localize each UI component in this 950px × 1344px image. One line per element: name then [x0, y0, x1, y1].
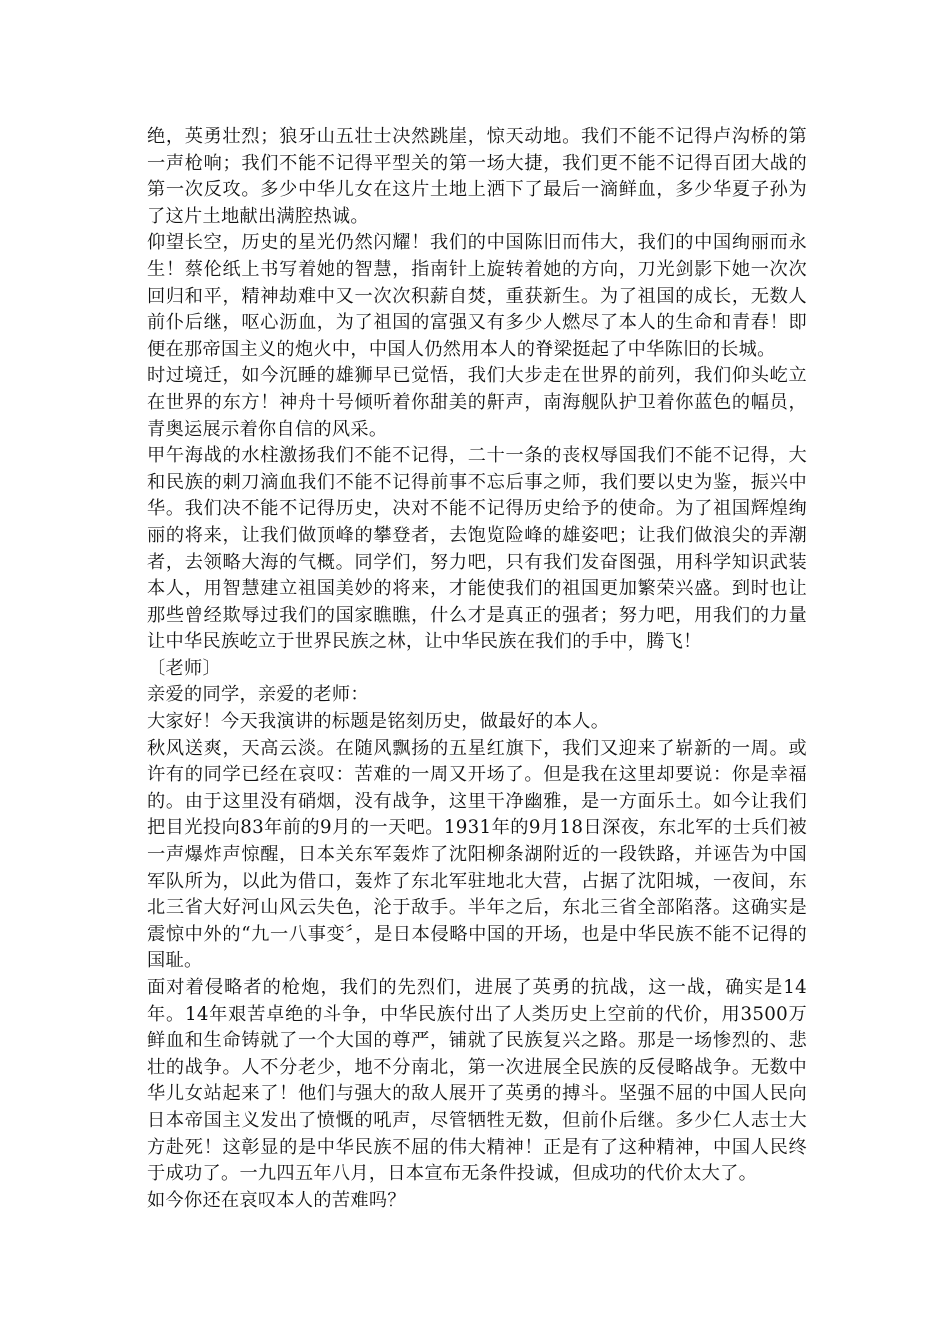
paragraph-1: 绝，英勇壮烈；狼牙山五壮士决然跳崖，惊天动地。我们不能不记得卢沟桥的第一声枪响；我们不能不记得平型关的第一场大捷，我们更不能不记得百团大战的第一次反攻。多少中华儿女在这片土地上洒下了最后一滴鲜血，多少华夏子孙为了这片土地献出满腔热诚。 [147, 126, 807, 227]
paragraph-8: 秋风送爽，天高云淡。在随风飘扬的五星红旗下，我们又迎来了崭新的一周。或许有的同学已经在哀叹：苦难的一周又开场了。但是我在这里却要说：你是幸福的。由于这里没有硝烟，没有战争，这里干净幽雅，是一方面乐土。如今让我们把目光投向83年前的9月的一天吧。1931年的9月18日深夜，东北军的士兵们被一声爆炸声惊醒，日本关东军轰炸了沈阳柳条湖附近的一段铁路，并诬告为中国军队所为，以此为借口，轰炸了东北军驻地北大营，占据了沈阳城，一夜间，东北三省大好河山风云失色，沦于敌手。半年之后，东北三省全部陷落。这确实是震惊中外的“九一八事变〞，是日本侵略中国的开场，也是中华民族不能不记得的国耻。 [147, 737, 807, 972]
paragraph-9: 面对着侵略者的枪炮，我们的先烈们，进展了英勇的抗战，这一战，确实是14年。14年艰苦卓绝的斗争，中华民族付出了人类历史上空前的代价，用3500万鲜血和生命铸就了一个大国的尊严，铺就了民族复兴之路。那是一场惨烈的、悲壮的战争。人不分老少，地不分南北，第一次进展全民族的反侵略战争。无数中华儿女站起来了！他们与强大的敌人展开了英勇的搏斗。坚强不屈的中国人民向日本帝国主义发出了愤慨的吼声，尽管牺牲无数，但前仆后继。多少仁人志士大方赴死！这彰显的是中华民族不屈的伟大精神！正是有了这种精神，中国人民终于成功了。一九四五年八月，日本宣布无条件投诚，但成功的代价太大了。 [147, 977, 807, 1185]
section-label-teacher: 〔老师〕 [147, 657, 221, 679]
speech-title-line: 大家好！今天我演讲的标题是铭刻历史，做最好的本人。 [147, 711, 610, 733]
greeting: 亲爱的同学，亲爱的老师： [147, 684, 369, 706]
paragraph-10: 如今你还在哀叹本人的苦难吗？ [147, 1189, 406, 1211]
paragraph-4: 甲午海战的水柱激扬我们不能不记得，二十一条的丧权辱国我们不能不记得，大和民族的刺刀滴血我们不能不记得前事不忘后事之师，我们要以史为鉴，振兴中华。我们决不能不记得历史，决对不能不记得历史给予的使命。为了祖国辉煌绚丽的将来，让我们做顶峰的攀登者，去饱览险峰的雄姿吧；让我们做浪尖的弄潮者，去领略大海的气概。同学们，努力吧，只有我们发奋图强，用科学知识武装本人，用智慧建立祖国美妙的将来，才能使我们的祖国更加繁荣兴盛。到时也让那些曾经欺辱过我们的国家瞧瞧，什么才是真正的强者；努力吧，用我们的力量让中华民族屹立于世界民族之林，让中华民族在我们的手中，腾飞！ [147, 445, 807, 653]
paragraph-3: 时过境迁，如今沉睡的雄狮早已觉悟，我们大步走在世界的前列，我们仰头屹立在世界的东方！神舟十号倾听着你甜美的鼾声，南海舰队护卫着你蓝色的幅员，青奥运展示着你自信的风采。 [147, 365, 807, 440]
paragraph-2: 仰望长空，历史的星光仍然闪耀！我们的中国陈旧而伟大，我们的中国绚丽而永生！蔡伦纸上书写着她的智慧，指南针上旋转着她的方向，刀光剑影下她一次次回归和平，精神劫难中又一次次积薪自焚，重获新生。为了祖国的成长，无数人前仆后继，呕心沥血，为了祖国的富强又有多少人燃尽了本人的生命和青春！即便在那帝国主义的炮火中，中国人仍然用本人的脊梁挺起了中华陈旧的长城。 [147, 232, 807, 360]
document-page [147, 124, 807, 1214]
